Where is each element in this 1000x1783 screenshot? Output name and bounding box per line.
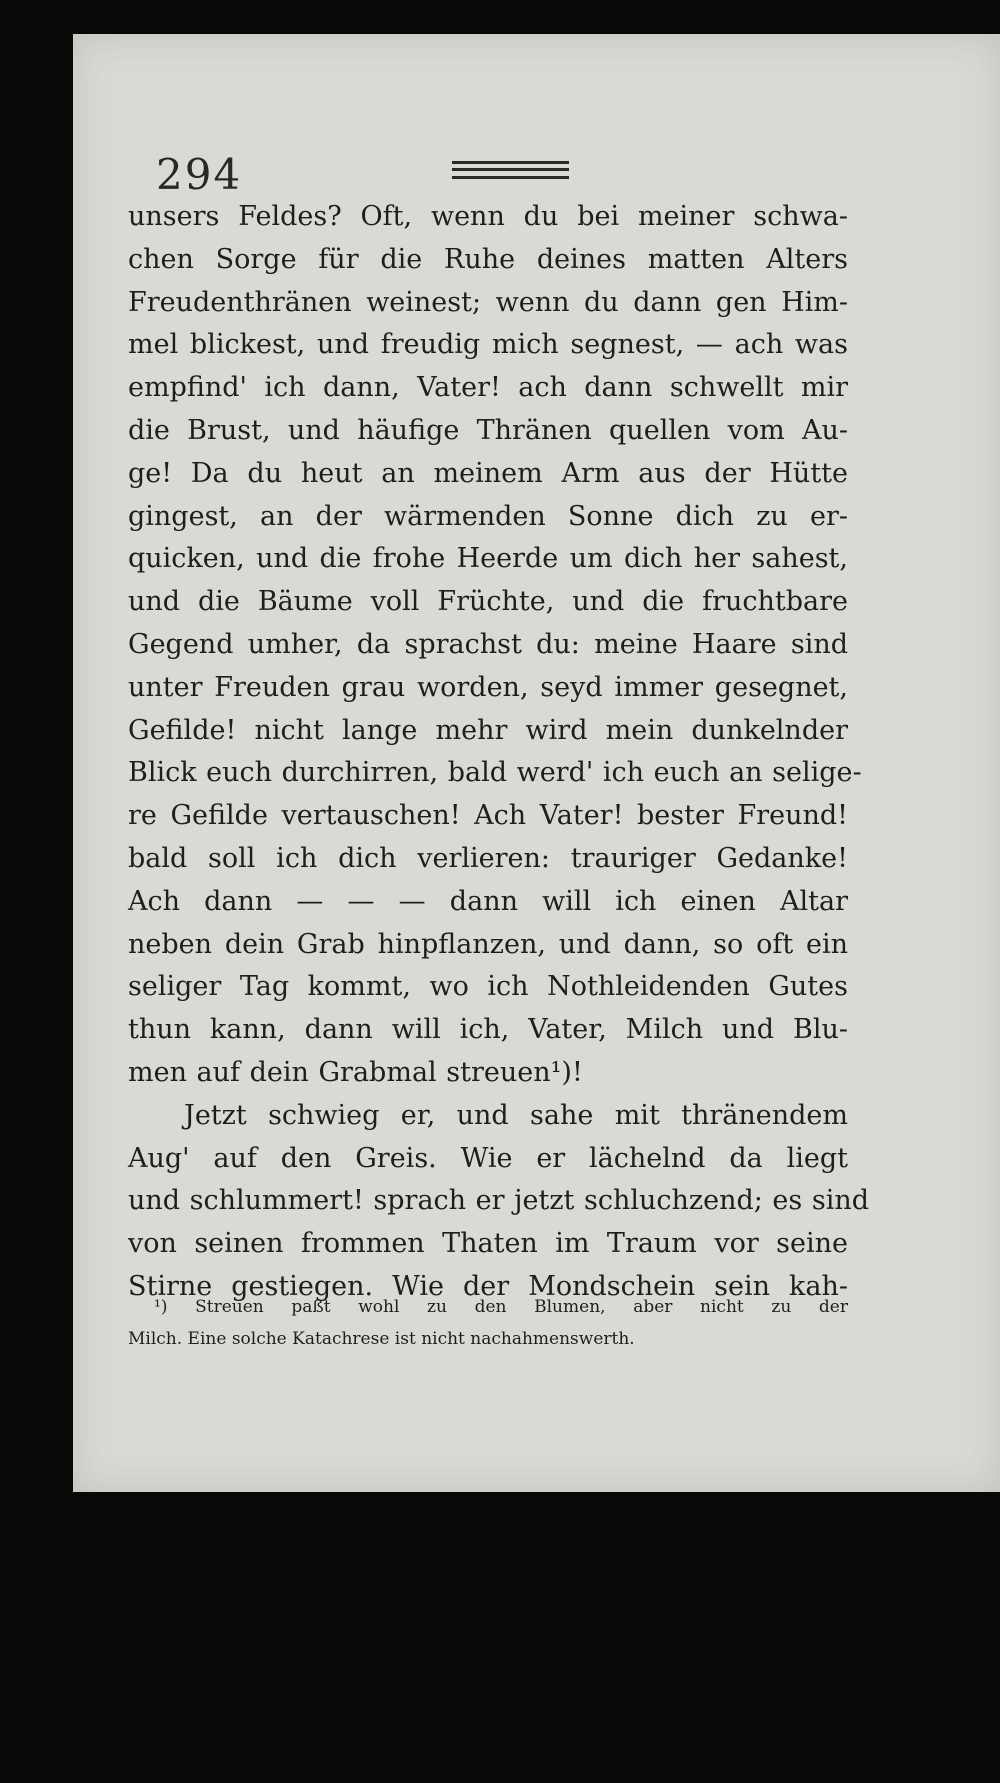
text-line: und die Bäume voll Früchte, und die fruchtbare xyxy=(128,586,848,618)
text-line: Gegend umher, da sprachst du: meine Haare sind xyxy=(128,628,848,660)
text-line: Freudenthränen weinest; wenn du dann gen Him- xyxy=(128,286,848,318)
text-line: Jetzt schwieg er, und sahe mit thränendem xyxy=(184,1099,848,1131)
text-line: re Gefilde vertauschen! Ach Vater! bester Freund! xyxy=(128,800,848,832)
text-line: Ach dann — — — dann will ich einen Altar xyxy=(128,885,848,917)
text-line: Blick euch durchirren, bald werd' ich euch an selige- xyxy=(128,757,862,789)
text-line: und schlummert! sprach er jetzt schluchzend; es sind xyxy=(128,1185,870,1217)
text-line: thun kann, dann will ich, Vater, Milch und Blu- xyxy=(128,1014,848,1046)
text-line: ge! Da du heut an meinem Arm aus der Hütte xyxy=(128,457,848,489)
header-rule xyxy=(452,168,569,171)
text-line: gingest, an der wärmenden Sonne dich zu er- xyxy=(128,500,848,532)
text-line: mel blickest, und freudig mich segnest, — ach was xyxy=(128,329,848,361)
header-rule xyxy=(452,161,569,164)
text-line: Aug' auf den Greis. Wie er lächelnd da liegt xyxy=(128,1142,848,1174)
text-line: die Brust, und häufige Thränen quellen vom Au- xyxy=(128,414,848,446)
text-line: unsers Feldes? Oft, wenn du bei meiner schwa- xyxy=(128,201,848,232)
text-line: von seinen frommen Thaten im Traum vor seine xyxy=(128,1228,848,1260)
text-line: chen Sorge für die Ruhe deines matten Alters xyxy=(128,243,848,275)
paragraph-1 xyxy=(128,196,862,1095)
text-line: Stirne gestiegen. Wie der Mondschein sein kah- xyxy=(128,1270,848,1302)
header-rule xyxy=(452,176,569,179)
text-line: empfind' ich dann, Vater! ach dann schwellt mir xyxy=(128,372,848,404)
text-line: Gefilde! nicht lange mehr wird mein dunkelnder xyxy=(128,714,848,746)
text-line: unter Freuden grau worden, seyd immer gesegnet, xyxy=(128,671,848,703)
text-line: bald soll ich dich verlieren: trauriger Gedanke! xyxy=(128,842,848,874)
text-line: quicken, und die frohe Heerde um dich her sahest, xyxy=(128,543,848,575)
footnote-line: Milch. Eine solche Katachrese ist nicht nachahmenswerth. xyxy=(128,1329,635,1349)
body-text xyxy=(128,196,870,1309)
text-line: men auf dein Grabmal streuen¹)! xyxy=(128,1056,583,1088)
text-line: seliger Tag kommt, wo ich Nothleidenden Gutes xyxy=(128,971,848,1003)
footnote xyxy=(128,1291,848,1355)
page-number: 294 xyxy=(156,150,243,199)
paragraph-2 xyxy=(128,1095,870,1309)
text-line: neben dein Grab hinpflanzen, und dann, so oft ein xyxy=(128,928,848,960)
footnote-line: ¹) Streuen paßt wohl zu den Blumen, aber nicht zu der xyxy=(154,1297,848,1317)
